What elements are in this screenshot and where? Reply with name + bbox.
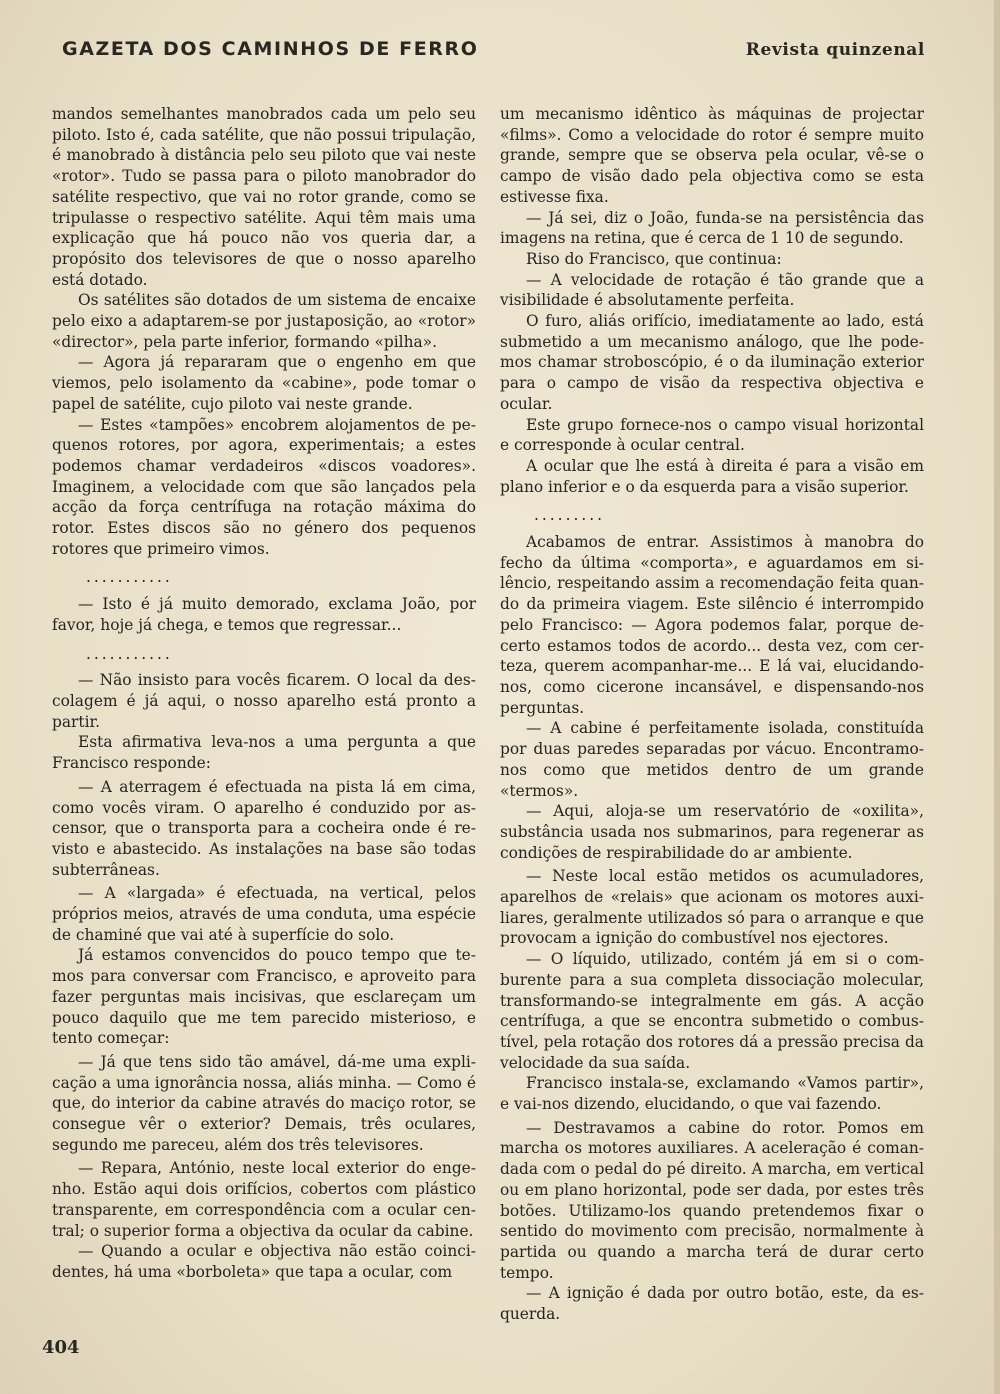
paragraph: — A aterragem é efectuada na pista lá em cima, como vocês viram. O aparelho é conduzido por ascensor, que o transporta para a cocheira onde é revisto e abastecido. As instalações na base são todas subterrâneas. bbox=[52, 777, 476, 879]
paragraph: — Repara, António, neste local exterior do engenho. Estão aqui dois orifícios, cobertos com plástico transparente, em correspondência com a ocular central; o superior forma a objectiva da ocular da cabine. bbox=[52, 1159, 476, 1240]
paragraph: — A cabine é perfeitamente isolada, constituída por duas paredes separadas por vácuo. Encontramo-nos como que metidos dentro de um grande «termos». bbox=[500, 719, 924, 800]
paragraph: O furo, aliás orifício, imediatamente ao lado, está submetido a um mecanismo análogo, que lhe podemos chamar stroboscópio, é o da iluminação exterior para o campo de visão da respectiva objectiva e ocular. bbox=[500, 312, 924, 413]
paragraph: — Agora já repararam que o engenho em que viemos, pelo isolamento da «cabine», pode tomar o papel de satélite, cujo piloto vai neste grande. bbox=[52, 353, 476, 413]
page-number: 404 bbox=[42, 1337, 80, 1358]
paragraph: Este grupo fornece-nos o campo visual horizontal e corresponde à ocular central. bbox=[500, 415, 924, 455]
paragraph: — Destravamos a cabine do rotor. Pomos em marcha os motores auxiliares. A aceleração é comandada com o pedal do pé direito. A marcha, em vertical ou em plano horizontal, pode ser dada, por estes três botões. Utilizamo-los quando pretendemos fixar o sentido do movimento com precisão, normalmente à partida ou quando a marcha terá de durar certo tempo. bbox=[500, 1118, 924, 1282]
paragraph: um mecanismo idêntico às máquinas de projectar «films». Como a velocidade do rotor é sempre muito grande, sempre que se observa pela ocular, vê-se o campo de visão dado pela objectiva como se esta estivesse fixa. bbox=[500, 105, 924, 206]
paragraph: Já estamos convencidos do pouco tempo que temos para conversar com Francisco, e aproveito para fazer perguntas mais incisivas, que esclareçam um pouco daquilo que me tem parecido misterioso, e tento começar: bbox=[52, 946, 476, 1048]
paragraph: — Estes «tampões» encobrem alojamentos de pequenos rotores, por agora, experimentais; a estes podemos chamar verdadeiros «discos voadores». Imaginem, a velocidade com que são lançados pela acção da força centrífuga na rotação máxima do rotor. Estes discos são no género dos pequenos rotores que primeiro vimos. bbox=[52, 415, 476, 558]
left-column bbox=[52, 104, 476, 1283]
paragraph: — Quando a ocular e objectiva não estão coincidentes, há uma «borboleta» que tapa a ocular, com bbox=[52, 1242, 476, 1281]
paragraph: — A «largada» é efectuada, na vertical, pelos próprios meios, através de uma conduta, uma espécie de chaminé que vai até à superfície do solo. bbox=[52, 884, 476, 944]
page-edge bbox=[994, 0, 1000, 1394]
right-column bbox=[500, 104, 924, 1325]
paragraph: mandos semelhantes manobrados cada um pelo seu piloto. Isto é, cada satélite, que não possui tripulação, é manobrado à distância pelo seu piloto que vai neste «rotor». Tudo se passa para o piloto manobrador do satélite respectivo, que vai no rotor grande, como se tripulasse o respectivo satélite. Aqui têm mais uma explicação que há pouco não vos queria dar, a propósito dos televisores de que o nosso aparelho está dotado. bbox=[52, 105, 476, 289]
paragraph: A ocular que lhe está à direita é para a visão em plano inferior e o da esquerda para a visão superior. bbox=[500, 456, 924, 496]
section-break-dots: ........... bbox=[86, 644, 173, 663]
paragraph: Os satélites são dotados de um sistema de encaixe pelo eixo a adaptarem-se por justaposição, ao «rotor» «director», pela parte inferior, formando «pilha». bbox=[52, 291, 476, 351]
publication-title: GAZETA DOS CAMINHOS DE FERRO bbox=[62, 38, 479, 60]
paragraph: — Aqui, aloja-se um reservatório de «oxilita», substância usada nos submarinos, para regenerar as condições de respirabilidade do ar ambiente. bbox=[500, 802, 924, 862]
publication-subtitle: Revista quinzenal bbox=[745, 40, 925, 60]
section-break-dots: ......... bbox=[534, 506, 606, 525]
paragraph: — A ignição é dada por outro botão, este, da esquerda. bbox=[500, 1284, 924, 1324]
paragraph: — A velocidade de rotação é tão grande que a visibilidade é absolutamente perfeita. bbox=[500, 270, 924, 310]
paragraph: — Já sei, diz o João, funda-se na persistência das imagens na retina, que é cerca de 1 10 de segundo. bbox=[500, 208, 924, 248]
paragraph: — Isto é já muito demorado, exclama João, por favor, hoje já chega, e temos que regressar... bbox=[52, 595, 476, 634]
paragraph: Acabamos de entrar. Assistimos à manobra do fecho da última «comporta», e aguardamos em silêncio, respeitando assim a recomendação feita quando da primeira viagem. Este silêncio é interrompido pelo Francisco: — Agora podemos falar, porque decerto estamos todos de acordo... desta vez, com certeza, querem acompanhar-me... E lá vai, elucidando-nos, como cicerone incansável, e dispensando-nos perguntas. bbox=[500, 533, 924, 717]
paragraph: — Neste local estão metidos os acumuladores, aparelhos de «relais» que acionam os motores auxiliares, geralmente utilizados só para o arranque e que provocam a ignição do combustível nos ejectores. bbox=[500, 867, 924, 948]
paragraph: — Não insisto para vocês ficarem. O local da descolagem é já aqui, o nosso aparelho está pronto a partir. bbox=[52, 671, 476, 731]
paragraph: Esta afirmativa leva-nos a uma pergunta a que Francisco responde: bbox=[52, 733, 476, 773]
paragraph: Francisco instala-se, exclamando «Vamos partir», e vai-nos dizendo, elucidando, o que vai fazendo. bbox=[500, 1074, 924, 1114]
paragraph: — Já que tens sido tão amável, dá-me uma explicação a uma ignorância nossa, aliás minha. — Como é que, do interior da cabine através do maciço rotor, se consegue vêr o exterior? Demais, três oculares, segundo me pareceu, além dos três televisores. bbox=[52, 1052, 476, 1154]
paragraph: — O líquido, utilizado, contém já em si o comburente para a sua completa dissociação molecular, transformando-se integralmente em gás. A acção centrífuga, a que se encontra submetido o combustível, pela rotação dos rotores dá a pressão precisa da velocidade da sua saída. bbox=[500, 950, 924, 1072]
paragraph: Riso do Francisco, que continua: bbox=[526, 249, 782, 268]
section-break-dots: ........... bbox=[86, 568, 173, 587]
running-header bbox=[62, 38, 925, 72]
